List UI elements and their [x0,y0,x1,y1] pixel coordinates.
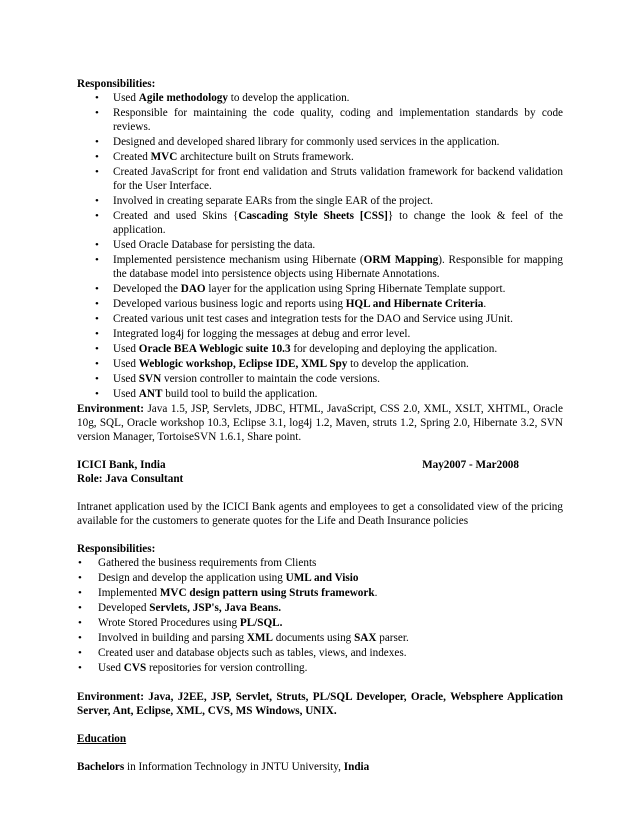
environment-text: Java 1.5, JSP, Servlets, JDBC, HTML, JavaScript, CSS 2.0, XML, XSLT, XHTML, Oracle 10g, SQL, Oracle workshop 10.3, Eclipse 3.1, log4j 1.2, Maven, struts 1.2, Spring 2.0, Hibernate 3.2, SVN version Manager, TortoiseSVN 1.6.1, Share point. [77,403,563,443]
list-item: • Used Oracle Database for persisting the data. [77,238,563,252]
job-role: Role: Java Consultant [77,473,184,485]
job-summary: Intranet application used by the ICICI Bank agents and employees to get a consolidated view of the pricing available for the customers to generate quotes for the Life and Death Insurance policies [77,501,563,527]
list-item: • Created user and database objects such as tables, views, and indexes. [77,646,563,660]
list-item: • Used SVN version controller to maintain the code versions. [77,372,563,386]
list-item: • Designed and developed shared library for commonly used services in the application. [77,135,563,149]
responsibilities-list-2 [77,556,563,675]
education-line [77,760,563,774]
responsibilities-list [77,91,563,401]
environment-label: Environment: [77,403,144,415]
list-item: • Created JavaScript for front end validation and Struts validation framework for backend validation for the User Interface. [77,165,563,193]
list-item: • Implemented MVC design pattern using Struts framework. [77,586,563,600]
education-heading: Education [77,733,127,745]
list-item: • Developed the DAO layer for the application using Spring Hibernate Template support. [77,282,563,296]
list-item: • Used CVS repositories for version controlling. [77,661,563,675]
list-item: • Created MVC architecture built on Struts framework. [77,150,563,164]
education-country: India [343,761,370,773]
list-item: • Implemented persistence mechanism using Hibernate (ORM Mapping). Responsible for mapping the database model into persistence objects using Hibernate Annotations. [77,253,563,281]
list-item: • Developed various business logic and reports using HQL and Hibernate Criteria. [77,297,563,311]
responsibilities-heading-2: Responsibilities: [77,543,156,555]
list-item: • Used ANT build tool to build the application. [77,387,563,401]
list-item: • Involved in building and parsing XML documents using SAX parser. [77,631,563,645]
environment-paragraph [77,402,563,444]
degree: Bachelors [77,761,125,773]
environment-paragraph-2: Environment: Java, J2EE, JSP, Servlet, Struts, PL/SQL Developer, Oracle, Websphere Application Server, Ant, Eclipse, XML, CVS, MS Windows, UNIX. [77,691,563,717]
list-item: • Developed Servlets, JSP's, Java Beans. [77,601,563,615]
job-dates: May2007 - Mar2008 [422,459,519,471]
education-text: in Information Technology in JNTU University, [124,761,344,773]
company-name: ICICI Bank, India [77,459,166,471]
list-item: • Created various unit test cases and integration tests for the DAO and Service using JUnit. [77,312,563,326]
responsibilities-heading: Responsibilities: [77,78,156,90]
list-item: • Involved in creating separate EARs from the single EAR of the project. [77,194,563,208]
list-item: • Used Agile methodology to develop the application. [77,91,563,105]
list-item: • Gathered the business requirements from Clients [77,556,563,570]
list-item: • Used Weblogic workshop, Eclipse IDE, XML Spy to develop the application. [77,357,563,371]
list-item: • Wrote Stored Procedures using PL/SQL. [77,616,563,630]
job-header [77,458,563,472]
list-item: • Created and used Skins {Cascading Style Sheets [CSS]} to change the look & feel of the application. [77,209,563,237]
list-item: • Design and develop the application using UML and Visio [77,571,563,585]
list-item: • Responsible for maintaining the code quality, coding and implementation standards by code reviews. [77,106,563,134]
list-item: • Used Oracle BEA Weblogic suite 10.3 for developing and deploying the application. [77,342,563,356]
resume-page [77,77,563,774]
list-item: • Integrated log4j for logging the messages at debug and error level. [77,327,563,341]
